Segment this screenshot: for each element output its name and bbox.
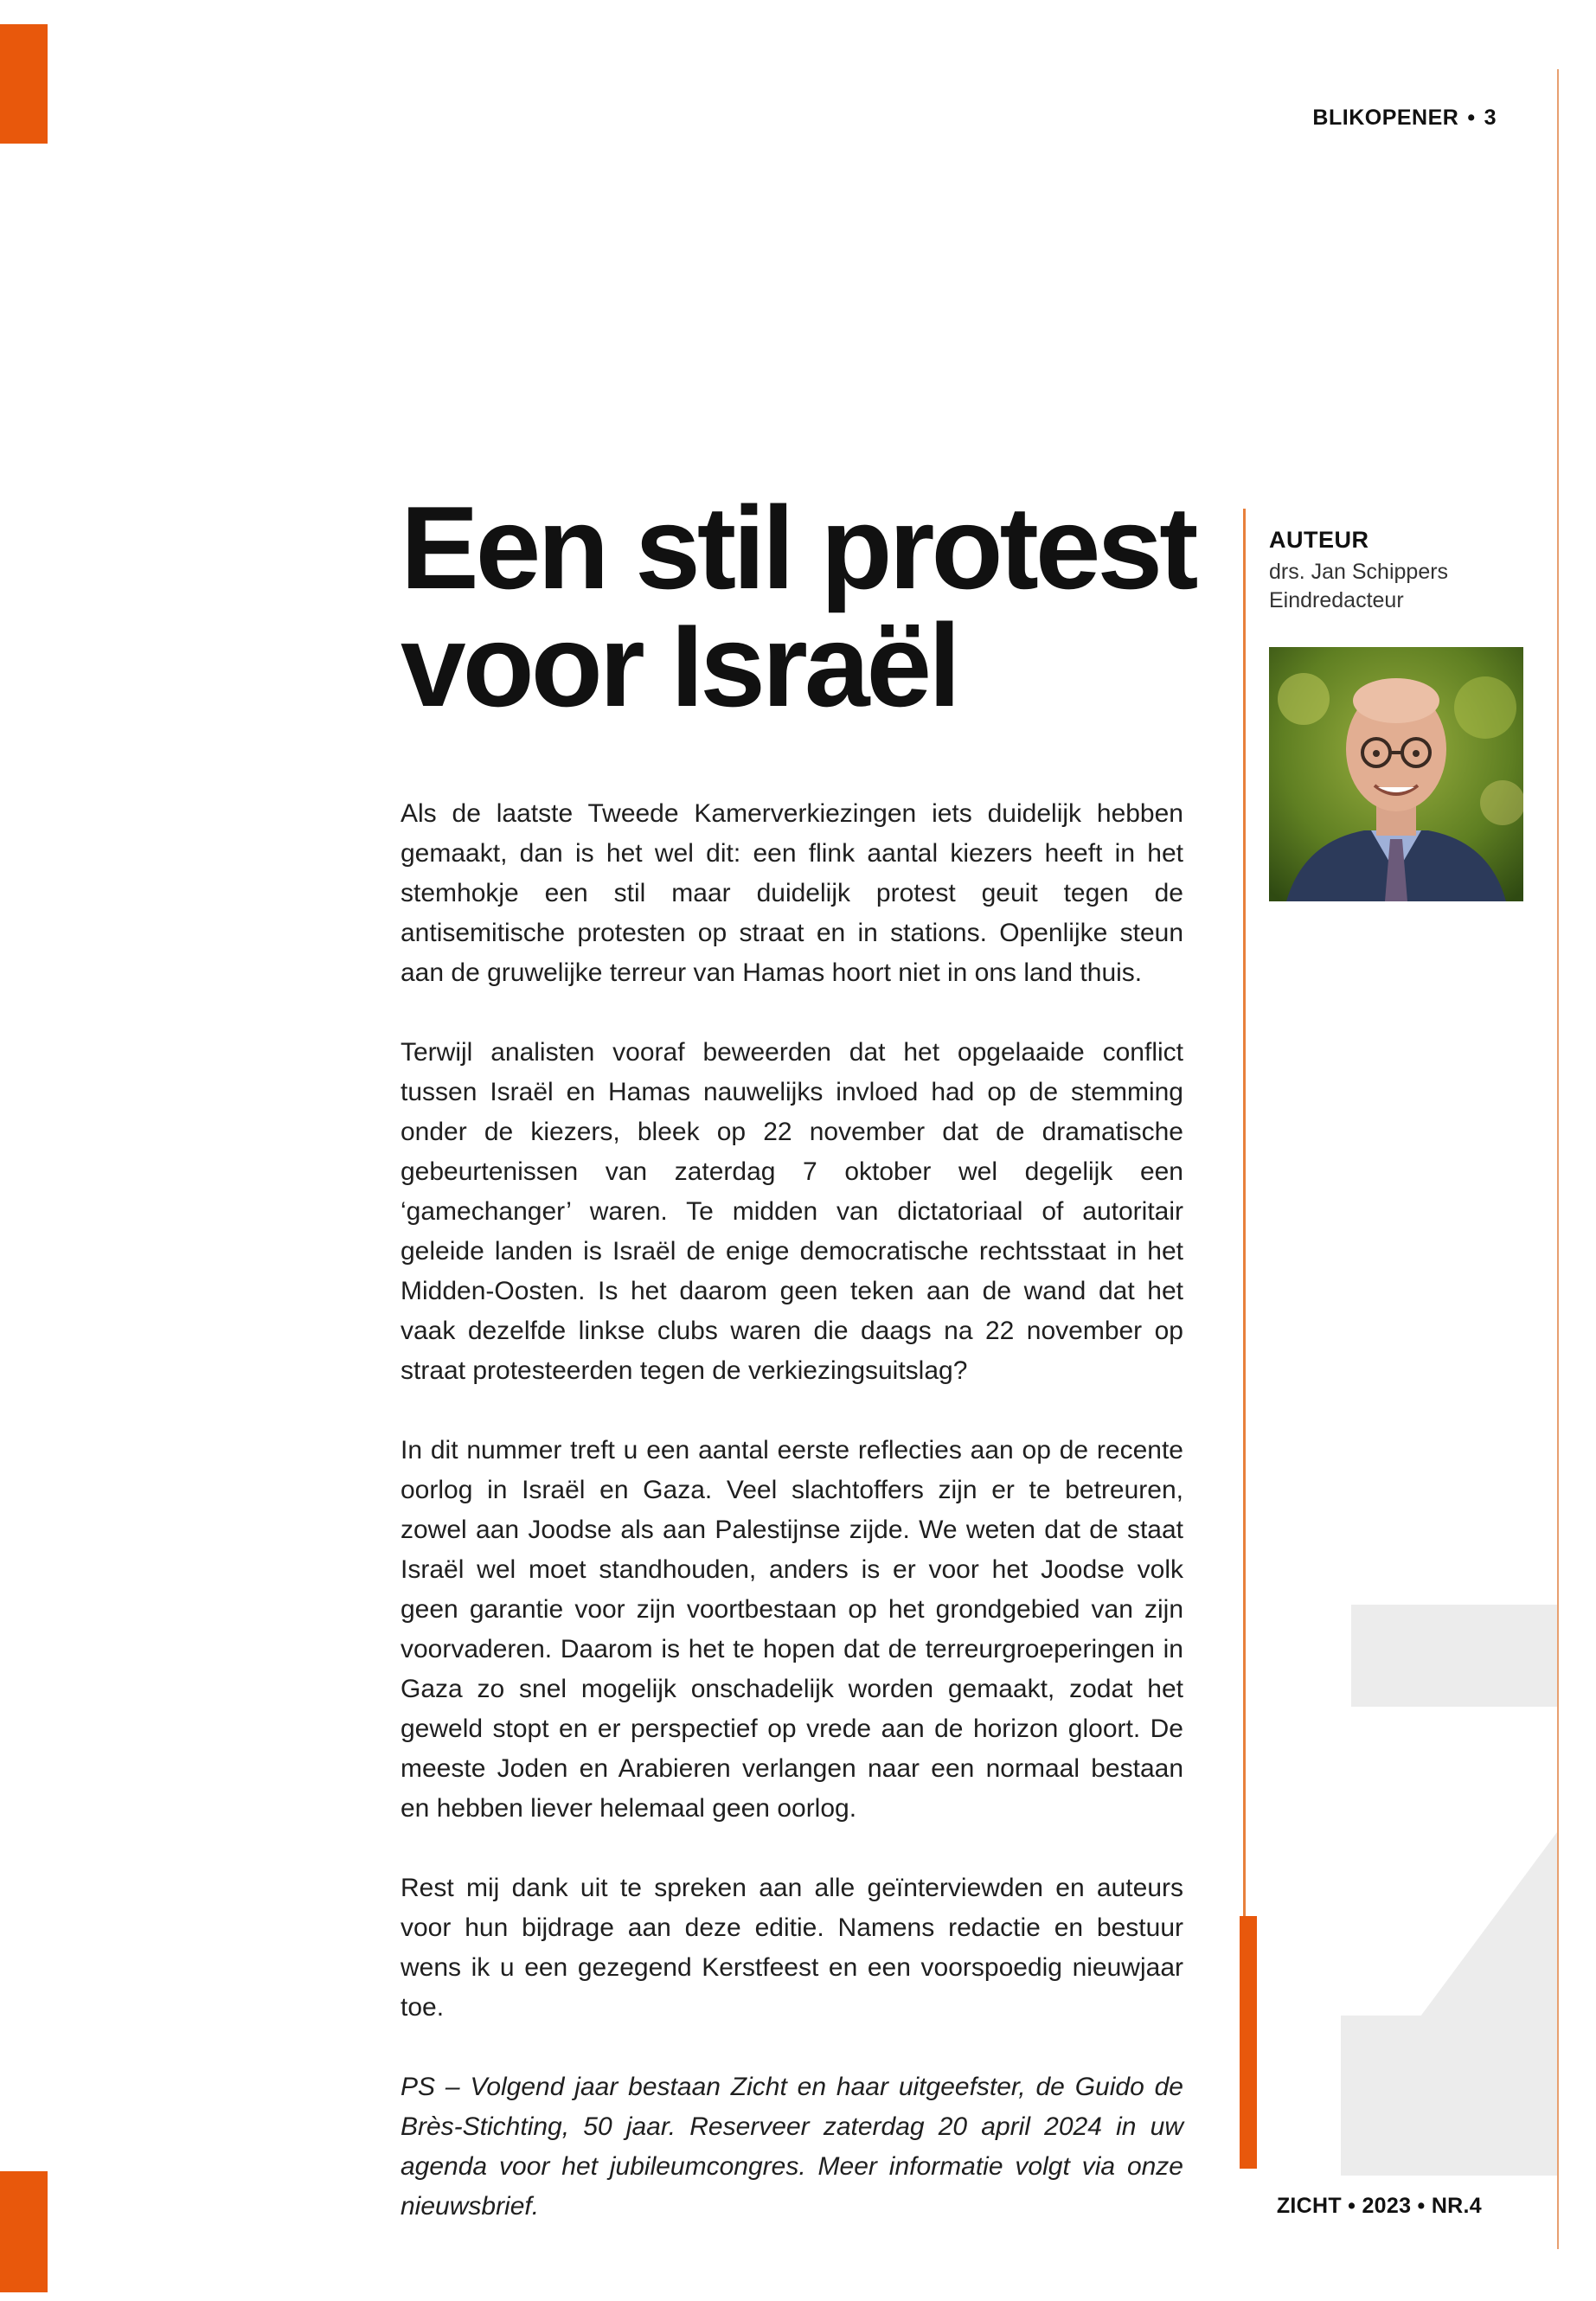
running-footer: ZICHT • 2023 • NR.4 [1276, 2194, 1482, 2218]
running-header [1211, 106, 1497, 131]
body-paragraph-4: Rest mij dank uit te spreken aan alle geïnterviewden en auteurs voor hun bijdrage aan deze editie. Namens redactie en bestuur wens ik u een gezegend Kerstfeest en een voorspoedig nieuwjaar toe. [401, 1874, 1183, 2022]
body-paragraph-2: Terwijl analisten vooraf beweerden dat het opgelaaide conflict tussen Israël en Hamas nauwelijks invloed had op de stemming onder de kiezers, bleek op 22 november dat de dramatische gebeurtenissen van zaterdag 7 oktober wel degelijk een ‘gamechanger’ waren. Te midden van dictatoriaal of autoritair geleide landen is Israël de enige democratische rechtsstaat in het Midden-Oosten. Is het daarom geen teken aan de wand dat het vaak dezelfde linkse clubs waren die daags na 22 november op straat protesteerden tegen de verkiezingsuitslag? [401, 1038, 1183, 1385]
page-number: 3 [1484, 106, 1497, 130]
orange-edge-tab-top [0, 24, 48, 144]
column-divider [1243, 509, 1246, 1919]
title-line-1: Een stil protest [401, 482, 1195, 613]
orange-edge-tab-bottom [0, 2171, 48, 2292]
article-body [401, 794, 1183, 2266]
article-title [401, 482, 1231, 731]
portrait-image [1269, 647, 1523, 901]
header-separator: • [1467, 106, 1476, 130]
body-paragraph-3: In dit nummer treft u een aantal eerste reflecties aan op de recente oorlog in Israël en Gaza. Veel slachtoffers zijn er te betreuren, zowel aan Joodse als aan Palestijnse zijde. We weten dat de staat Israël wel moet standhouden, anders is er voor het Joodse volk geen garantie voor zijn voortbestaan op het grondgebied van zijn voorvaderen. Daarom is het te hopen dat de terreurgroeperingen in Gaza zo snel mogelijk onschadelijk worden gemaakt, zodat het geweld stopt en er perspectief op vrede aan de horizon gloort. De meeste Joden en Arabieren verlangen naar een normaal bestaan en hebben liever helemaal geen oorlog. [401, 1436, 1183, 1823]
divider-accent-bar [1240, 1916, 1257, 2169]
postscript: PS – Volgend jaar bestaan Zicht en haar uitgeefster, de Guido de Brès-Stichting, 50 jaar. Reserveer zaterdag 20 april 2024 in uw agenda voor het jubileumcongres. Meer informatie volgt via onze nieuwsbrief. [401, 2073, 1183, 2221]
author-photo [1269, 647, 1523, 901]
decorative-z-shape [1341, 1605, 1557, 2176]
author-name: drs. Jan Schippers [1269, 560, 1449, 584]
body-paragraph-1: Als de laatste Tweede Kamerverkiezingen iets duidelijk hebben gemaakt, dan is het wel dit: een flink aantal kiezers heeft in het stemhokje een stil maar duidelijk protest geuit tegen de antisemitische protesten op straat en in stations. Openlijke steun aan de gruwelijke terreur van Hamas hoort niet in ons land thuis. [401, 799, 1183, 987]
title-line-2: voor Israël [401, 599, 958, 731]
author-role: Eindredacteur [1269, 588, 1404, 612]
section-name: BLIKOPENER [1312, 106, 1459, 130]
right-margin-rule [1557, 69, 1559, 2249]
author-label: AUTEUR [1269, 527, 1369, 553]
